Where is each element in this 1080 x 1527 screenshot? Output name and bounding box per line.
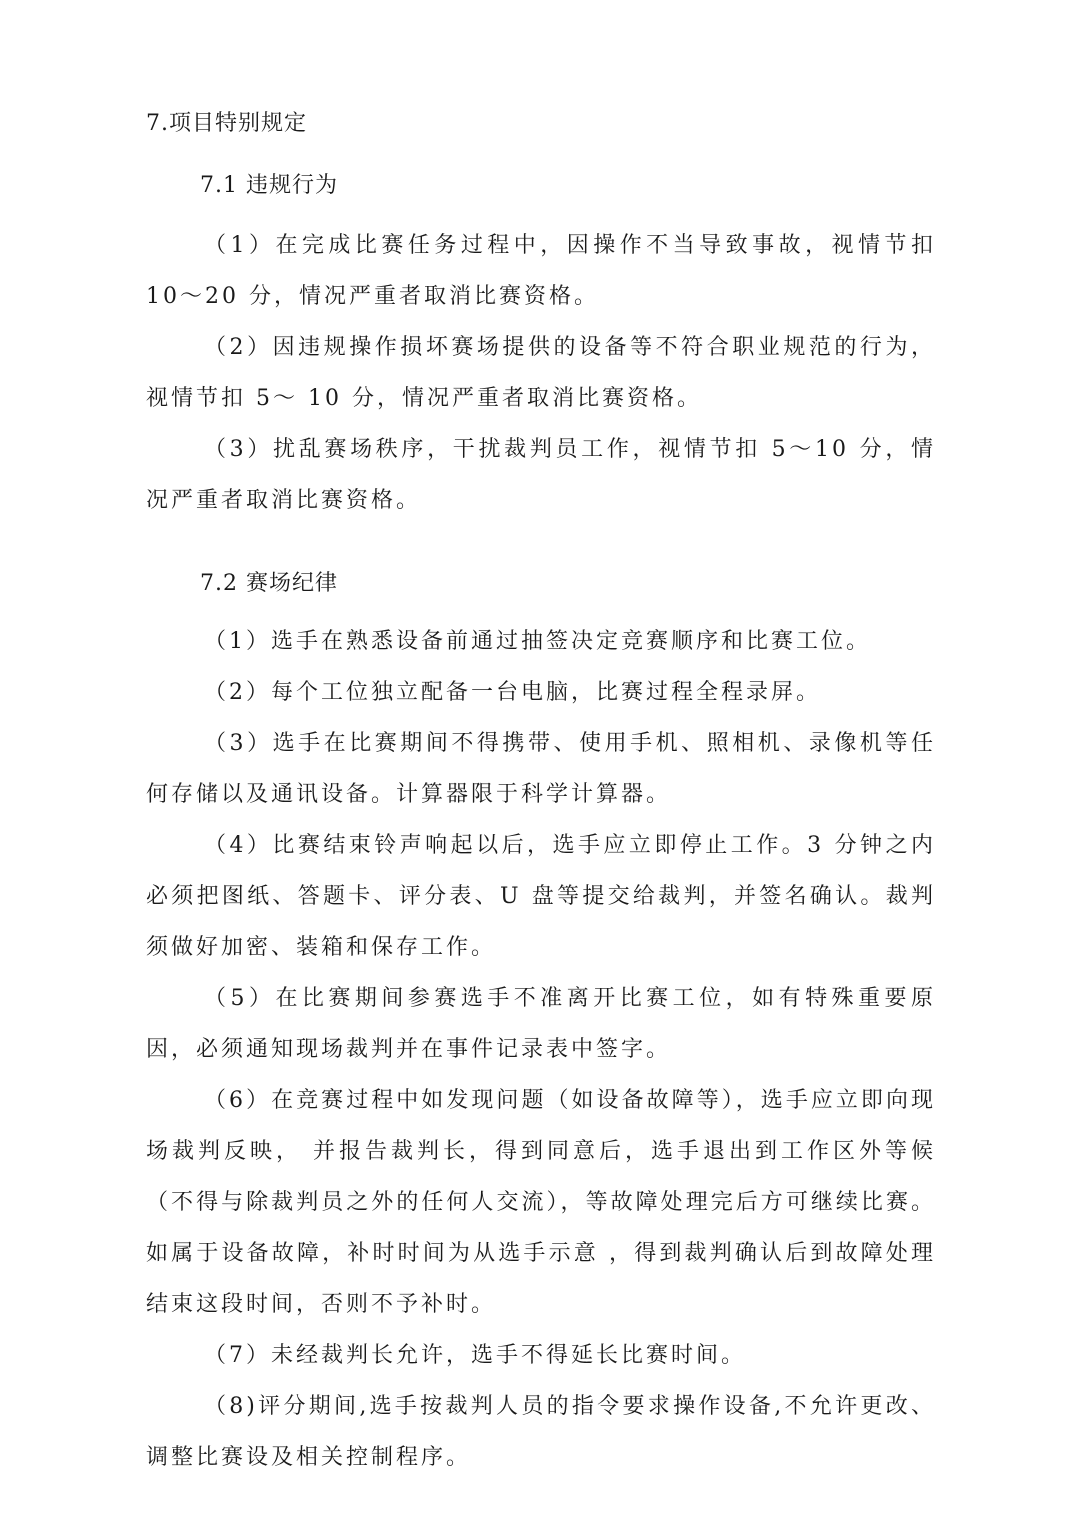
- discipline-item-6: （6）在竞赛过程中如发现问题（如设备故障等），选手应立即向现场裁判反映， 并报告裁判长，得到同意后，选手退出到工作区外等候（不得与除裁判员之外的任何人交流），等故障处理完后方可继续比赛。如属于设备故障，补时时间为从选手示意 ，得到裁判确认后到故障处理结束这段时间，否则不予补时。: [146, 1088, 936, 1317]
- subsection-heading-discipline: 7.2 赛场纪律: [200, 571, 338, 596]
- violation-item-3: （3）扰乱赛场秩序，干扰裁判员工作，视情节扣 5～10 分，情况严重者取消比赛资格。: [146, 437, 936, 513]
- discipline-item-5: （5）在比赛期间参赛选手不准离开比赛工位，如有特殊重要原因，必须通知现场裁判并在事件记录表中签字。: [146, 986, 936, 1062]
- discipline-item-4: （4）比赛结束铃声响起以后，选手应立即停止工作。3 分钟之内必须把图纸、答题卡、评分表、U 盘等提交给裁判，并签名确认。裁判须做好加密、装箱和保存工作。: [146, 833, 936, 960]
- discipline-item-2: （2）每个工位独立配备一台电脑，比赛过程全程录屏。: [204, 680, 821, 705]
- discipline-item-1: （1）选手在熟悉设备前通过抽签决定竞赛顺序和比赛工位。: [204, 629, 871, 654]
- violation-item-1: （1）在完成比赛任务过程中，因操作不当导致事故，视情节扣 10～20 分，情况严重者取消比赛资格。: [146, 233, 936, 309]
- subsection-heading-violations: 7.1 违规行为: [200, 173, 338, 198]
- discipline-item-3: （3）选手在比赛期间不得携带、使用手机、照相机、录像机等任何存储以及通讯设备。计算器限于科学计算器。: [146, 731, 936, 807]
- document-body: [146, 104, 936, 1483]
- violation-item-2: （2）因违规操作损坏赛场提供的设备等不符合职业规范的行为，视情节扣 5～ 10 分，情况严重者取消比赛资格。: [146, 335, 936, 411]
- discipline-item-8: （8)评分期间,选手按裁判人员的指令要求操作设备,不允许更改、调整比赛设及相关控制程序。: [146, 1394, 936, 1470]
- section-heading: 7.项目特别规定: [146, 111, 307, 136]
- discipline-item-7: （7）未经裁判长允许，选手不得延长比赛时间。: [204, 1343, 746, 1368]
